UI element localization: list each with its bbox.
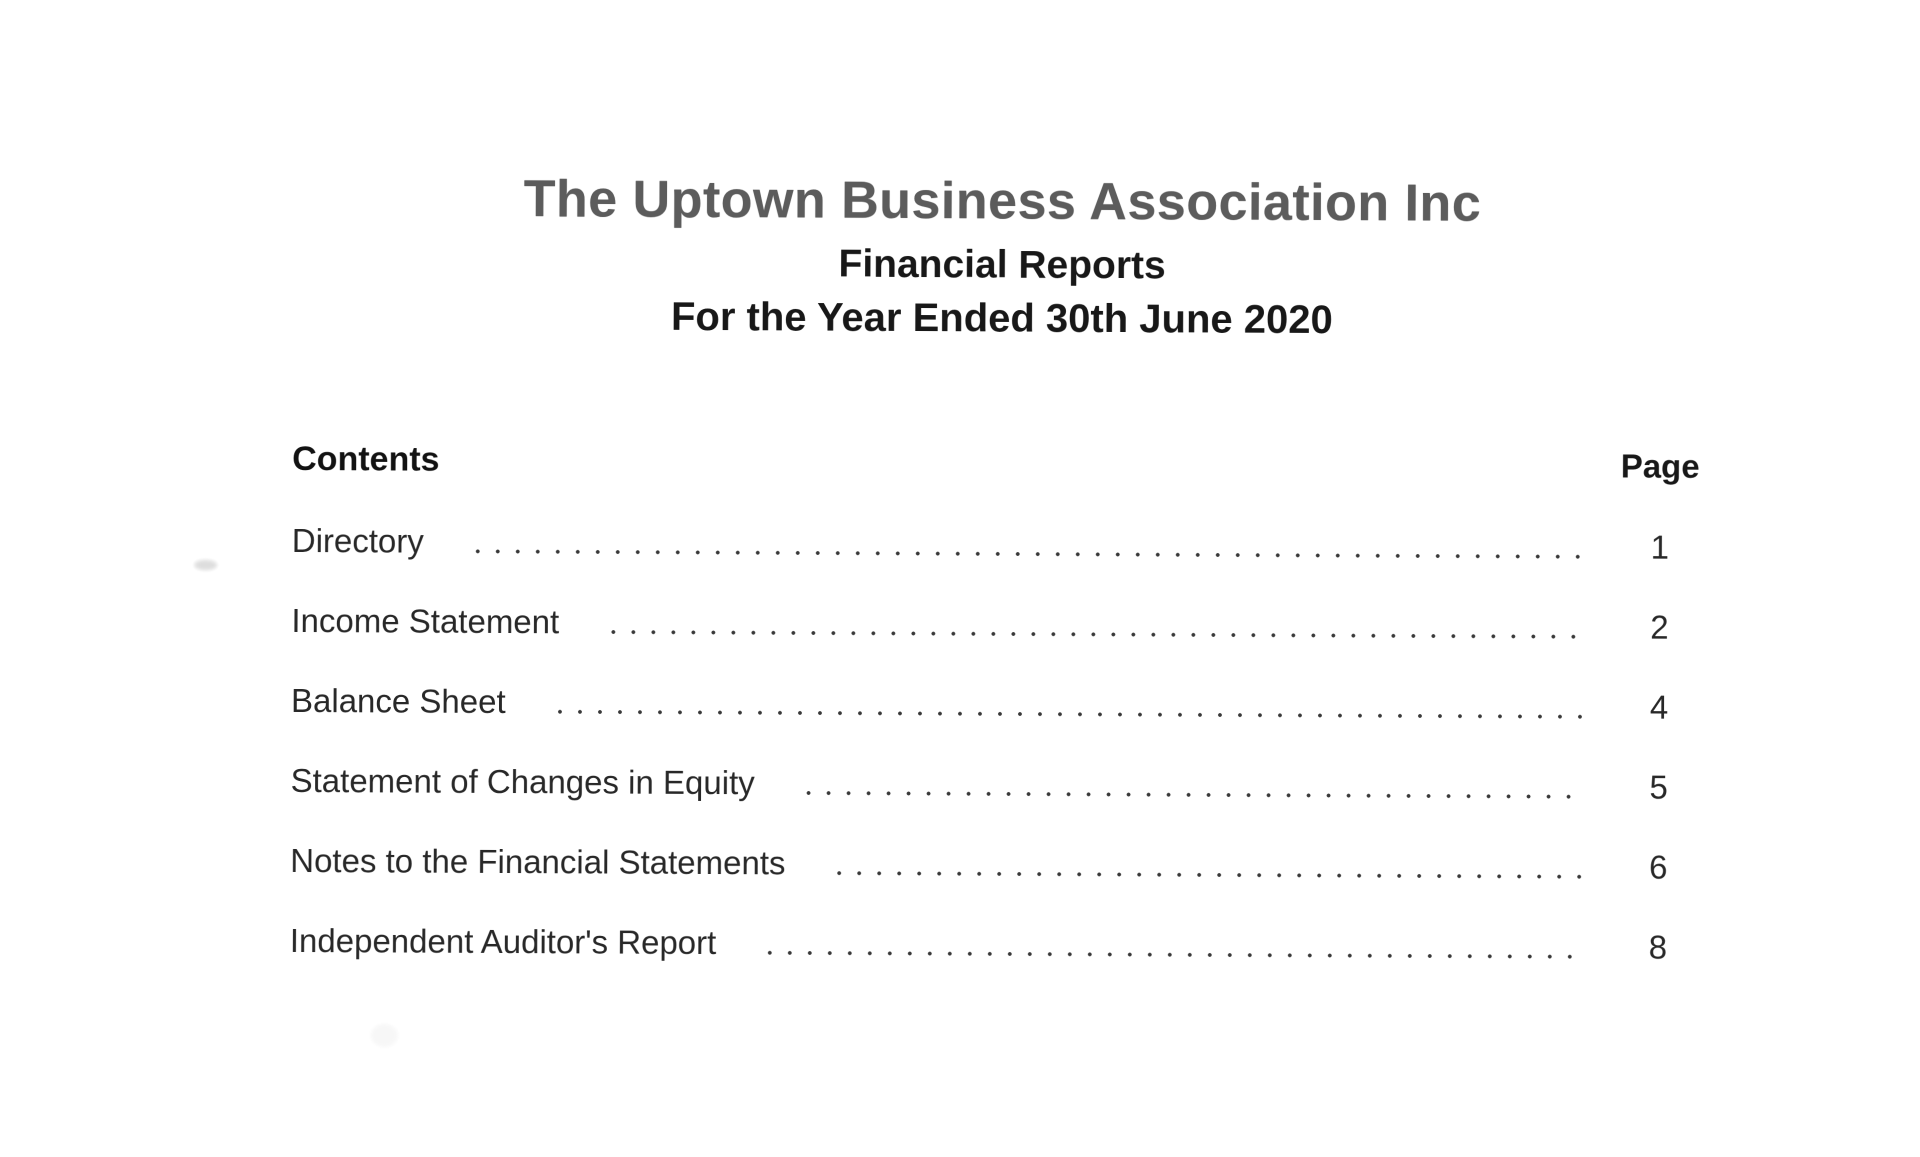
toc-row-balance-sheet xyxy=(291,683,1711,726)
toc-page-number: 6 xyxy=(1648,848,1668,886)
toc-row-income-statement xyxy=(291,603,1711,646)
subtitle-financial-reports: Financial Reports xyxy=(838,242,1166,288)
toc-row-independent-auditors-report xyxy=(290,923,1710,966)
subtitle-period: For the Year Ended 30th June 2020 xyxy=(670,294,1333,343)
page-column-header: Page xyxy=(1620,447,1700,485)
toc-page-number: 8 xyxy=(1648,928,1668,966)
contents-heading: Contents xyxy=(292,440,440,479)
dot-leader xyxy=(603,630,1583,640)
scan-artifact xyxy=(369,1022,399,1048)
table-of-contents xyxy=(290,433,1713,966)
page-title: The Uptown Business Association Inc xyxy=(523,170,1482,233)
toc-rows xyxy=(290,523,1712,966)
toc-entry-label: Balance Sheet xyxy=(290,682,506,721)
scan-artifact xyxy=(194,559,218,570)
dot-leader xyxy=(468,549,1584,559)
toc-page-number: 4 xyxy=(1649,688,1669,726)
dot-leader xyxy=(760,950,1582,959)
toc-header-row xyxy=(292,433,1712,486)
toc-entry-label: Income Statement xyxy=(291,602,560,641)
toc-entry-label: Statement of Changes in Equity xyxy=(290,762,755,802)
toc-row-directory xyxy=(292,523,1712,566)
dot-leader xyxy=(799,791,1583,800)
document-header xyxy=(297,0,1709,344)
toc-entry-label: Independent Auditor's Report xyxy=(289,922,717,962)
toc-page-number: 2 xyxy=(1650,608,1669,646)
toc-row-notes-to-financial-statements xyxy=(290,843,1710,886)
dot-leader xyxy=(829,871,1582,880)
toc-page-number: 1 xyxy=(1650,528,1670,566)
toc-entry-label: Directory xyxy=(291,522,424,560)
toc-page-number: 5 xyxy=(1649,768,1668,806)
toc-entry-label: Notes to the Financial Statements xyxy=(290,842,786,882)
toc-row-statement-of-changes-in-equity xyxy=(291,763,1711,806)
dot-leader xyxy=(550,709,1583,719)
